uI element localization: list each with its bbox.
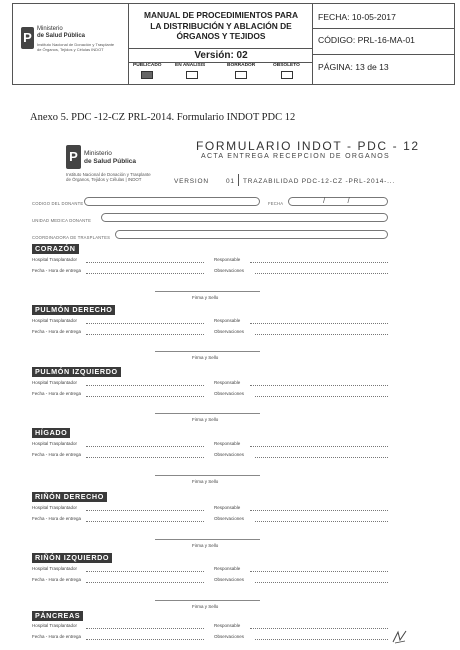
rinon-derecho-observaciones-field[interactable]: [255, 521, 388, 522]
form-institute-name: Instituto Nacional de Donación y Trasplante de Órganos, Tejidos y Células | INDOT: [66, 172, 151, 183]
pulmon-derecho-responsable-field[interactable]: [250, 323, 388, 324]
pulmon-derecho-signature-line[interactable]: [155, 351, 260, 352]
corazon-observaciones-field[interactable]: [255, 273, 388, 274]
section-higado-title: HÍGADO: [32, 428, 70, 438]
pulmon-derecho-hospital-field[interactable]: [86, 323, 204, 324]
rinon-izquierdo-hospital-label: Hospital Trasplantador: [32, 566, 78, 571]
pancreas-fecha-label: Fecha - Hora de entrega: [32, 634, 82, 639]
section-pulmon-derecho-title: PULMÓN DERECHO: [32, 305, 115, 315]
form-version-value: 01: [226, 178, 235, 185]
pulmon-derecho-observaciones-field[interactable]: [255, 334, 388, 335]
corazon-observaciones-label: Observaciones: [214, 268, 245, 273]
pulmon-izquierdo-fecha-label: Fecha - Hora de entrega: [32, 391, 82, 396]
pulmon-izquierdo-responsable-field[interactable]: [250, 385, 388, 386]
date-label: FECHA: [268, 201, 284, 206]
pulmon-derecho-fecha-label: Fecha - Hora de entrega: [32, 329, 82, 334]
corazon-fecha-field[interactable]: [86, 273, 204, 274]
form-subtitle: ACTA ENTREGA RECEPCION DE ORGANOS: [201, 153, 391, 160]
rinon-izquierdo-fecha-label: Fecha - Hora de entrega: [32, 577, 82, 582]
pancreas-observaciones-field[interactable]: [255, 639, 388, 640]
rinon-derecho-fecha-label: Fecha - Hora de entrega: [32, 516, 82, 521]
header-title-cell: [129, 4, 313, 84]
rinon-izquierdo-observaciones-field[interactable]: [255, 582, 388, 583]
pulmon-derecho-responsable-label: Responsable: [214, 318, 241, 323]
donor-unit-field[interactable]: [101, 213, 388, 222]
date-field[interactable]: [288, 197, 388, 206]
rinon-derecho-firma-label: Firma y Sello: [192, 543, 219, 548]
form-ministry-logo-icon: P: [66, 145, 81, 169]
higado-fecha-field[interactable]: [86, 457, 204, 458]
higado-fecha-label: Fecha - Hora de entrega: [32, 452, 82, 457]
status-publicado: PUBLICADO: [133, 63, 162, 68]
form-ministry-name: Ministerio de Salud Pública: [84, 150, 137, 165]
coordinator-field[interactable]: [115, 230, 388, 239]
status-en-analisis: EN ANALISIS: [175, 63, 206, 68]
higado-observaciones-field[interactable]: [255, 457, 388, 458]
rinon-izquierdo-signature-line[interactable]: [155, 600, 260, 601]
pancreas-responsable-field[interactable]: [250, 628, 388, 629]
rinon-izquierdo-hospital-field[interactable]: [86, 571, 204, 572]
pulmon-izquierdo-hospital-field[interactable]: [86, 385, 204, 386]
pulmon-izquierdo-signature-line[interactable]: [155, 413, 260, 414]
rinon-derecho-observaciones-label: Observaciones: [214, 516, 245, 521]
rinon-derecho-signature-line[interactable]: [155, 539, 260, 540]
pulmon-izquierdo-responsable-label: Responsable: [214, 380, 241, 385]
higado-hospital-label: Hospital Trasplantador: [32, 441, 78, 446]
pulmon-izquierdo-firma-label: Firma y Sello: [192, 417, 219, 422]
form-traceability: TRAZABILIDAD PDC-12-CZ -PRL-2014-...: [243, 178, 395, 185]
section-rinon-izquierdo-title: RIÑÓN IZQUIERDO: [32, 553, 112, 563]
pulmon-derecho-observaciones-label: Observaciones: [214, 329, 245, 334]
section-corazon-title: CORAZÓN: [32, 244, 79, 254]
pancreas-responsable-label: Responsable: [214, 623, 241, 628]
status-en-analisis-checkbox: [186, 71, 198, 79]
section-pancreas-title: PÁNCREAS: [32, 611, 83, 621]
pulmon-izquierdo-fecha-field[interactable]: [86, 396, 204, 397]
higado-firma-label: Firma y Sello: [192, 479, 219, 484]
form-title: FORMULARIO INDOT - PDC - 12: [196, 139, 420, 153]
version-label: Versión: 02: [194, 50, 248, 61]
pancreas-observaciones-label: Observaciones: [214, 634, 245, 639]
pulmon-derecho-hospital-label: Hospital Trasplantador: [32, 318, 78, 323]
handwritten-initial-icon: [392, 630, 408, 644]
pulmon-izquierdo-observaciones-label: Observaciones: [214, 391, 245, 396]
form-version-label: VERSION: [174, 178, 209, 185]
corazon-responsable-field[interactable]: [250, 262, 388, 263]
status-borrador: BORRADOR: [227, 63, 256, 68]
higado-observaciones-label: Observaciones: [214, 452, 245, 457]
pancreas-fecha-field[interactable]: [86, 639, 204, 640]
ministry-logo-icon: P: [21, 27, 34, 49]
header-meta-cell: [313, 4, 454, 84]
rinon-derecho-hospital-label: Hospital Trasplantador: [32, 505, 78, 510]
manual-title: MANUAL DE PROCEDIMIENTOS PARA LA DISTRIBUCIÓN Y ABLACIÓN DE ÓRGANOS Y TEJIDOS: [143, 10, 299, 41]
section-rinon-derecho-title: RIÑÓN DERECHO: [32, 492, 107, 502]
donor-unit-label: UNIDAD MEDICA DONANTE: [32, 218, 92, 223]
status-obsoleto: OBSOLETO: [273, 63, 300, 68]
corazon-fecha-label: Fecha - Hora de entrega: [32, 268, 82, 273]
coordinator-label: COORDINADORA DE TRASPLANTES: [32, 235, 111, 240]
corazon-firma-label: Firma y Sello: [192, 295, 219, 300]
status-obsoleto-checkbox: [281, 71, 293, 79]
page-number: PÁGINA: 13 de 13: [318, 62, 389, 72]
rinon-derecho-fecha-field[interactable]: [86, 521, 204, 522]
document-header: [12, 3, 455, 85]
rinon-izquierdo-fecha-field[interactable]: [86, 582, 204, 583]
higado-signature-line[interactable]: [155, 475, 260, 476]
ministry-name: Ministerio de Salud Pública: [37, 26, 86, 39]
pulmon-izquierdo-observaciones-field[interactable]: [255, 396, 388, 397]
corazon-hospital-label: Hospital Trasplantador: [32, 257, 78, 262]
donor-code-field[interactable]: [84, 197, 260, 206]
rinon-derecho-hospital-field[interactable]: [86, 510, 204, 511]
rinon-izquierdo-responsable-field[interactable]: [250, 571, 388, 572]
pulmon-derecho-firma-label: Firma y Sello: [192, 355, 219, 360]
corazon-responsable-label: Responsable: [214, 257, 241, 262]
status-publicado-checkbox: [141, 71, 153, 79]
pancreas-hospital-label: Hospital Trasplantador: [32, 623, 78, 628]
pulmon-derecho-fecha-field[interactable]: [86, 334, 204, 335]
corazon-signature-line[interactable]: [155, 291, 260, 292]
rinon-izquierdo-observaciones-label: Observaciones: [214, 577, 245, 582]
rinon-izquierdo-responsable-label: Responsable: [214, 566, 241, 571]
pancreas-hospital-field[interactable]: [86, 628, 204, 629]
corazon-hospital-field[interactable]: [86, 262, 204, 263]
pulmon-izquierdo-hospital-label: Hospital Trasplantador: [32, 380, 78, 385]
rinon-derecho-responsable-field[interactable]: [250, 510, 388, 511]
donor-code-label: CODIGO DEL DONANTE: [32, 201, 84, 206]
higado-responsable-label: Responsable: [214, 441, 241, 446]
institute-name: Instituto Nacional de Donación y Trasplante de Órganos, Tejidos y Células INDOT: [37, 42, 115, 52]
document-date: FECHA: 10-05-2017: [318, 12, 396, 22]
higado-hospital-field[interactable]: [86, 446, 204, 447]
annex-title: Anexo 5. PDC -12-CZ PRL-2014. Formulario INDOT PDC 12: [30, 112, 296, 123]
status-borrador-checkbox: [235, 71, 247, 79]
header-logo-cell: [13, 4, 129, 84]
section-pulmon-izquierdo-title: PULMÓN IZQUIERDO: [32, 367, 121, 377]
rinon-derecho-responsable-label: Responsable: [214, 505, 241, 510]
document-code: CÓDIGO: PRL-16-MA-01: [318, 35, 415, 45]
higado-responsable-field[interactable]: [250, 446, 388, 447]
rinon-izquierdo-firma-label: Firma y Sello: [192, 604, 219, 609]
date-separators: / /: [323, 196, 350, 205]
